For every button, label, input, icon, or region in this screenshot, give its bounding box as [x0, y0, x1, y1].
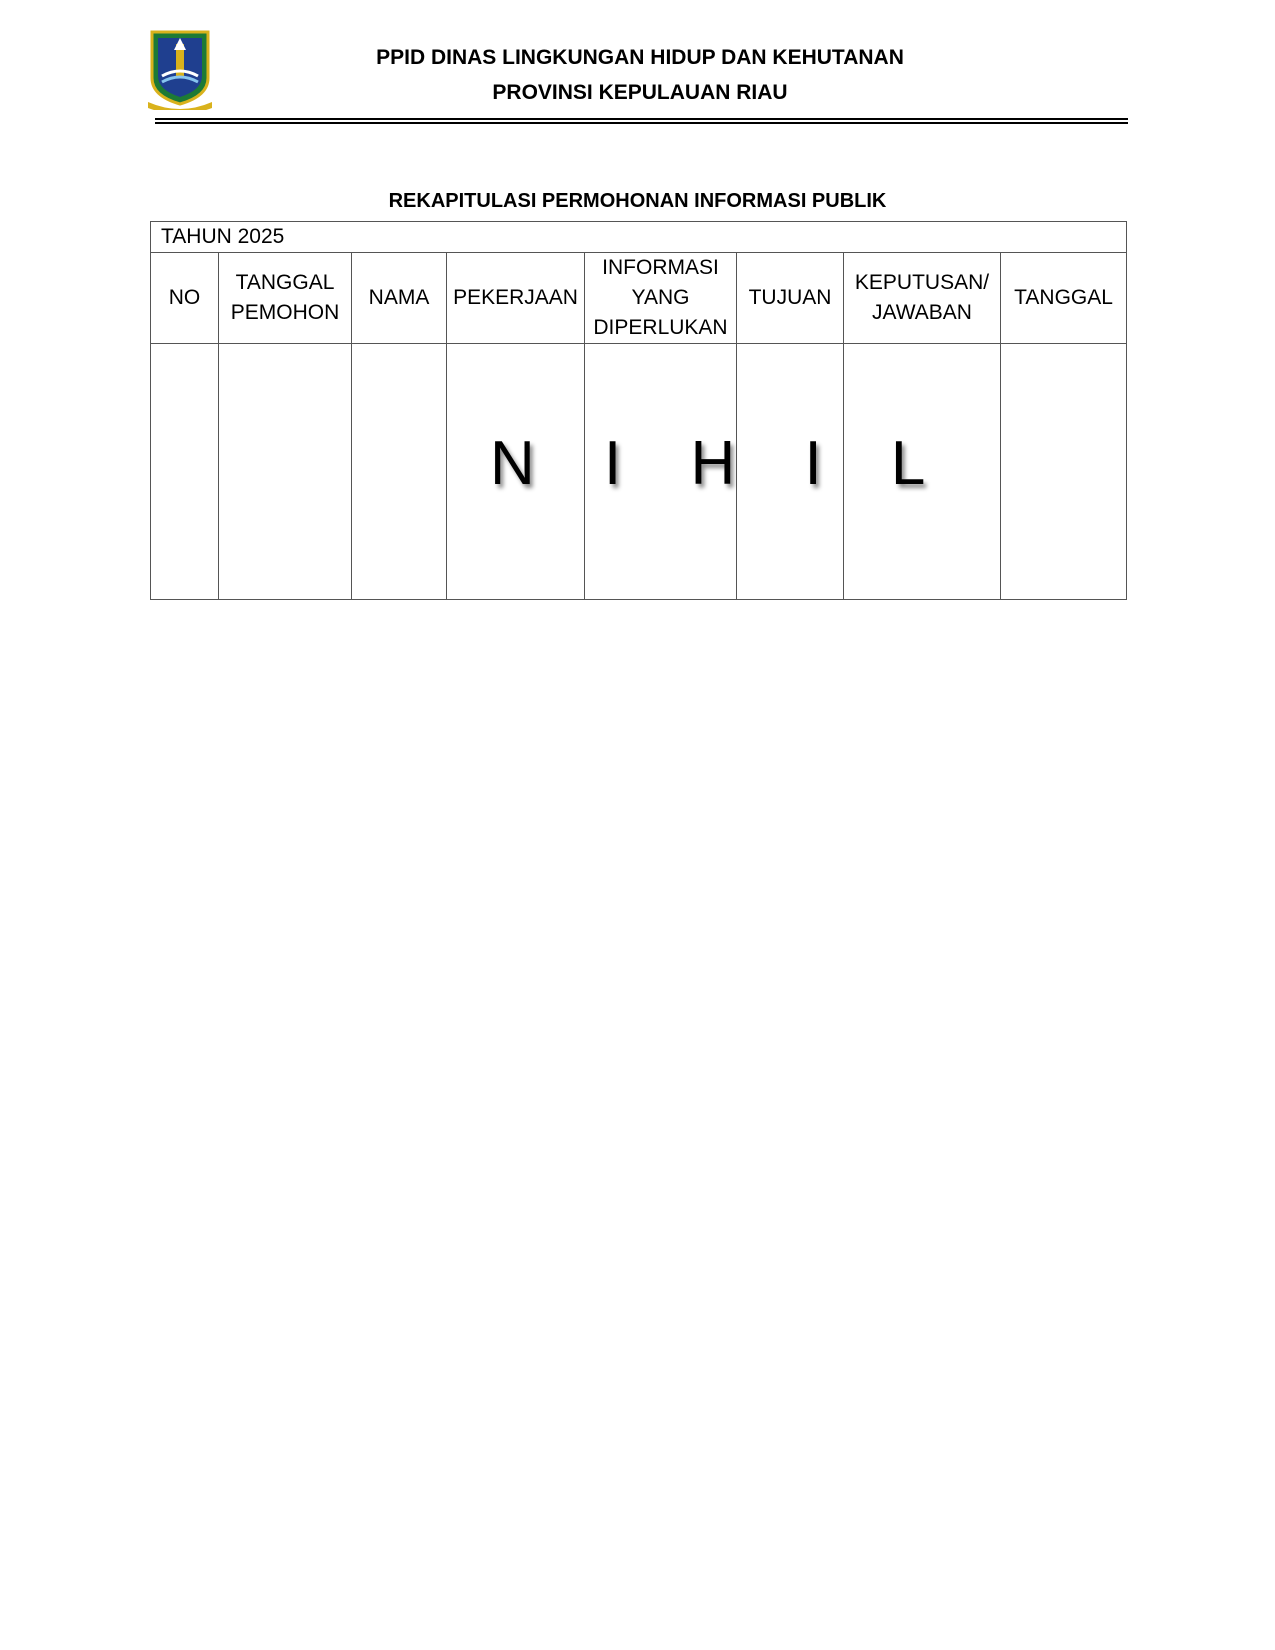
- column-header: NO: [151, 253, 219, 344]
- header-province-name: PROVINSI KEPULAUAN RIAU: [492, 81, 788, 104]
- column-header: TUJUAN: [737, 253, 844, 344]
- column-header: TANGGAL: [1001, 253, 1127, 344]
- document-title: REKAPITULASI PERMOHONAN INFORMASI PUBLIK: [388, 190, 887, 212]
- recap-table: [150, 221, 1127, 600]
- header-divider-bottom: [155, 122, 1128, 124]
- table-header-row: [151, 253, 1127, 344]
- header-agency-name: PPID DINAS LINGKUNGAN HIDUP DAN KEHUTANAN: [376, 46, 904, 69]
- column-header: PEKERJAAN: [447, 253, 585, 344]
- header-divider-top: [155, 118, 1128, 120]
- table-cell: [1001, 344, 1127, 600]
- year-label: TAHUN 2025: [151, 222, 1127, 253]
- column-header: NAMA: [352, 253, 447, 344]
- column-header: INFORMASI YANG DIPERLUKAN: [585, 253, 737, 344]
- nihil-label: N I H I L: [490, 429, 952, 498]
- column-header: KEPUTUSAN/ JAWABAN: [844, 253, 1001, 344]
- table-cell: [352, 344, 447, 600]
- column-header: TANGGAL PEMOHON: [219, 253, 352, 344]
- table-cell: [219, 344, 352, 600]
- table-cell: [151, 344, 219, 600]
